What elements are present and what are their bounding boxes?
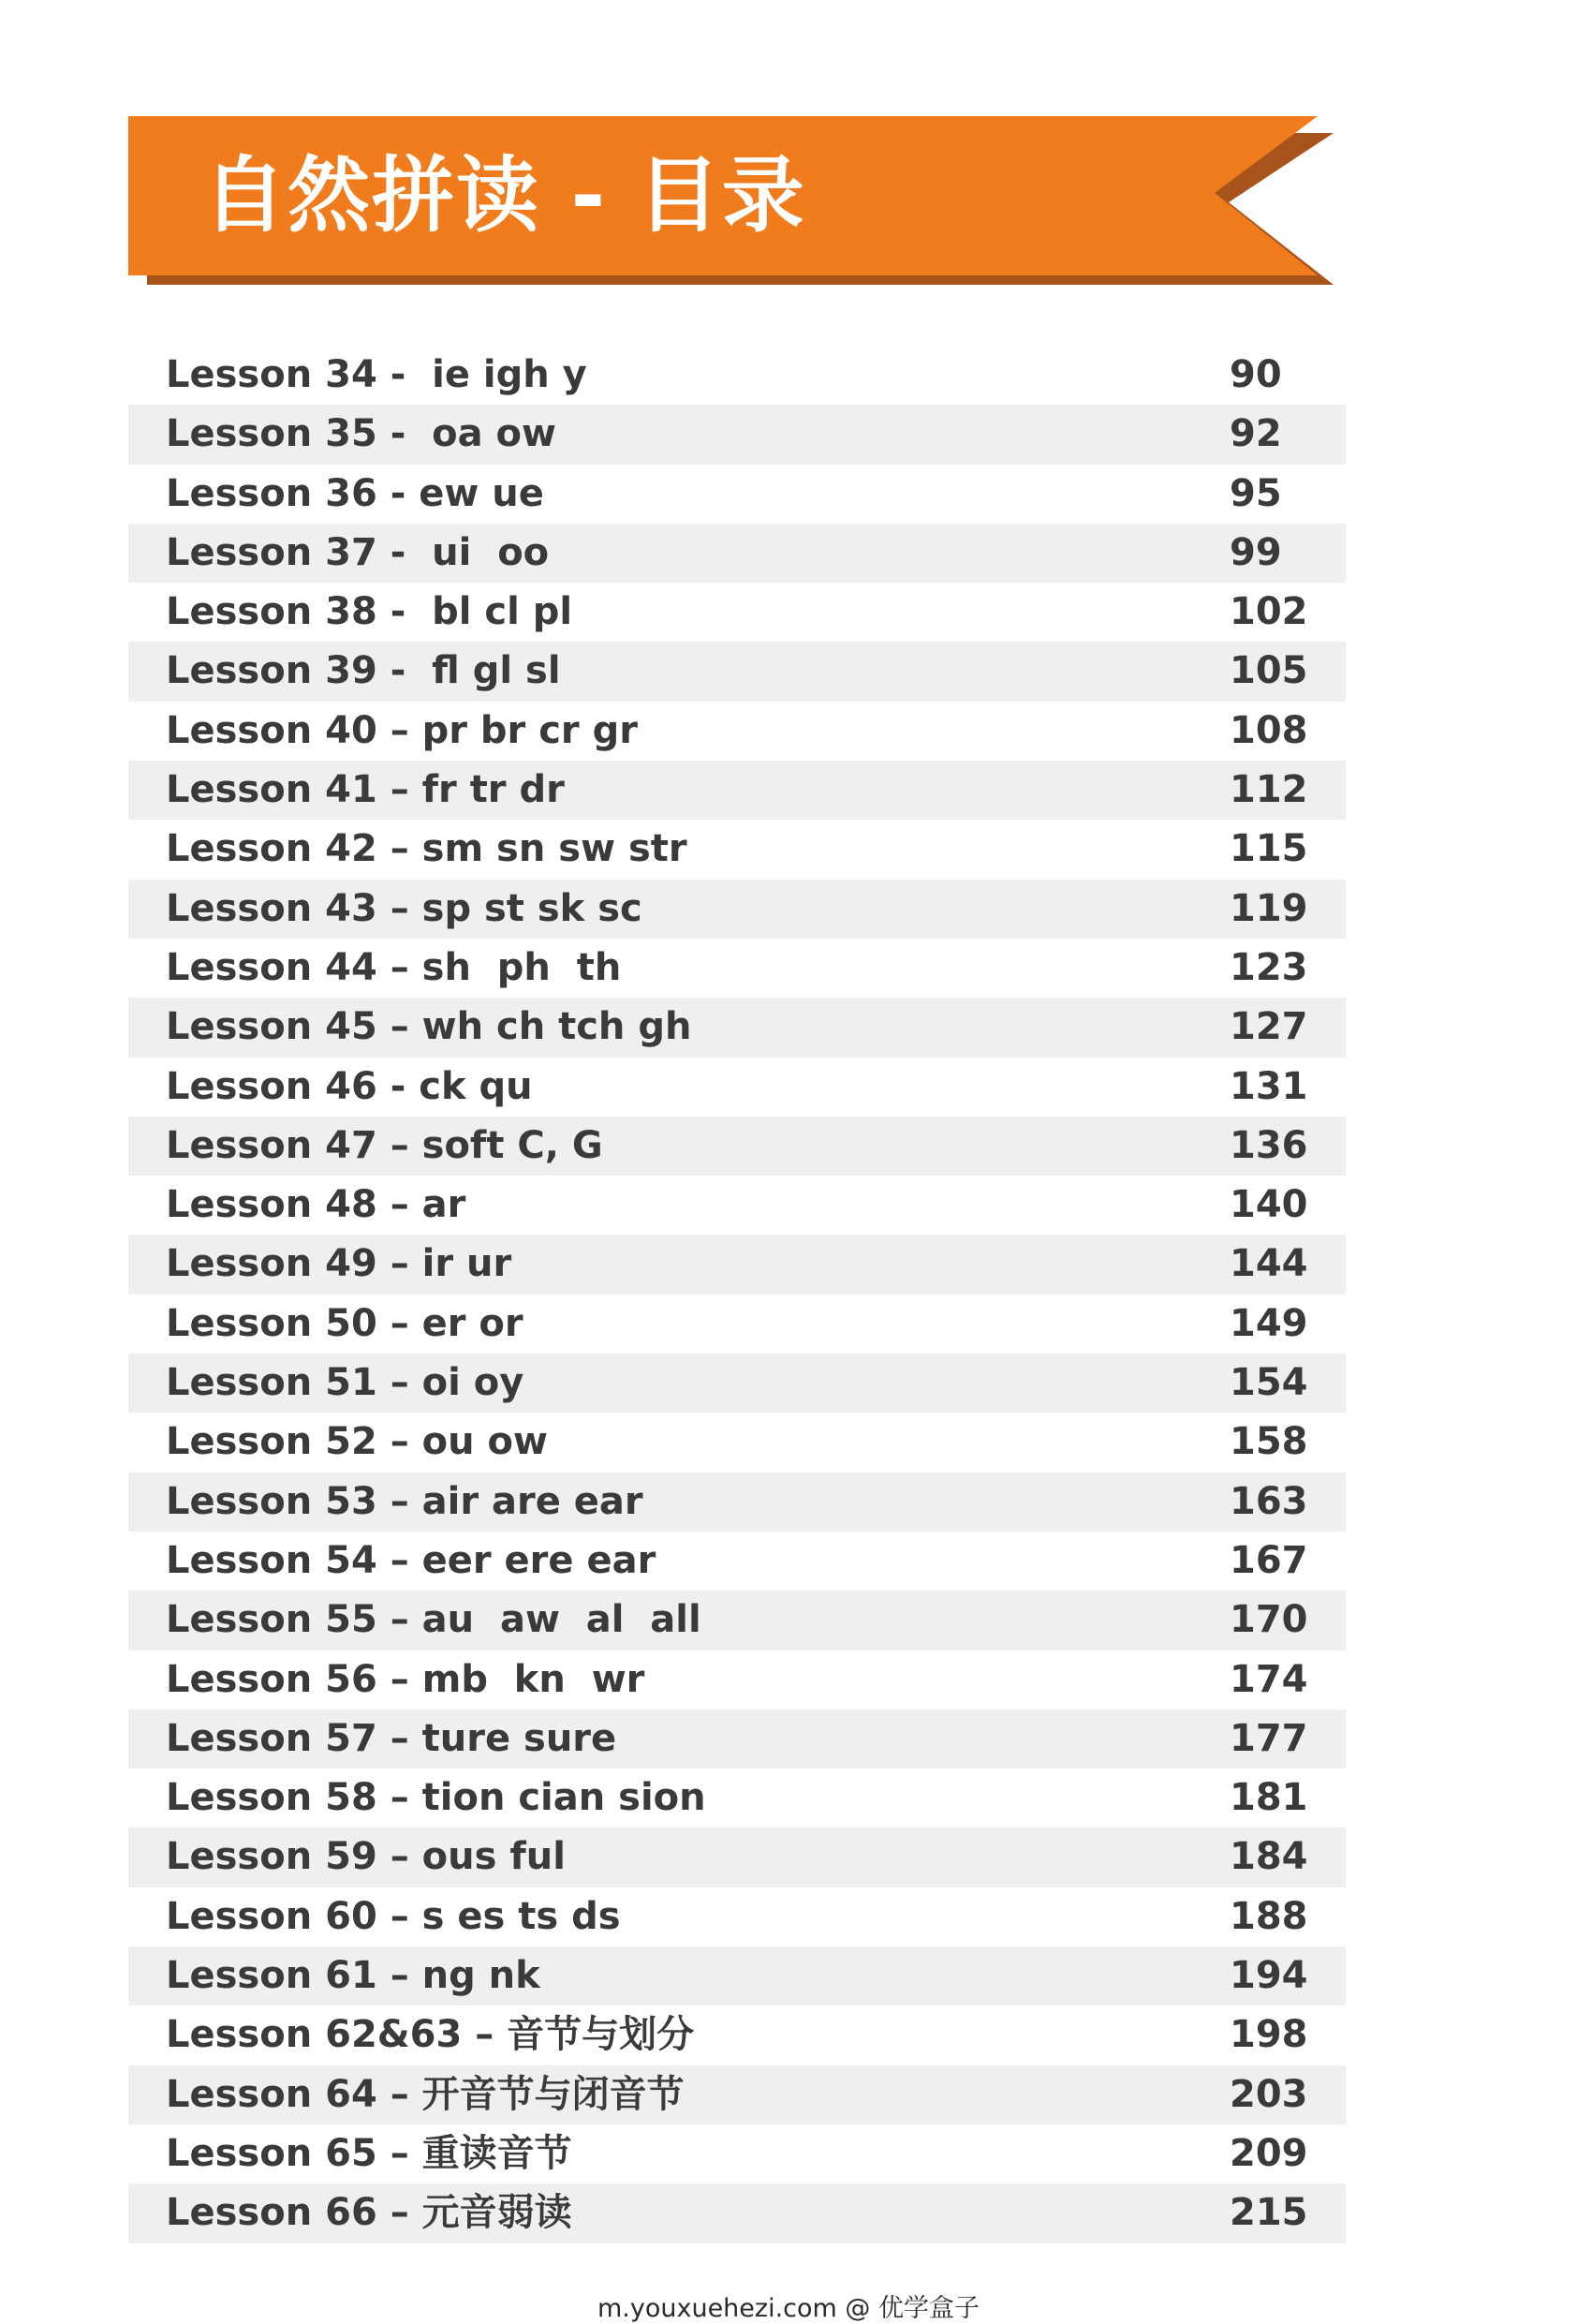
toc-entry-page: 174 bbox=[1230, 1657, 1308, 1701]
toc-entry-title: Lesson 34 - ie igh y bbox=[166, 353, 587, 396]
toc-row[interactable] bbox=[128, 1710, 1346, 1769]
toc-entry-page: 102 bbox=[1230, 590, 1308, 634]
toc-row[interactable] bbox=[128, 1058, 1346, 1117]
toc-entry-title: Lesson 41 – fr tr dr bbox=[166, 768, 565, 812]
toc-entry-page: 177 bbox=[1230, 1716, 1308, 1760]
toc-entry-title: Lesson 36 - ew ue bbox=[166, 471, 544, 515]
toc-row[interactable] bbox=[128, 1947, 1346, 2006]
toc-entry-page: 144 bbox=[1230, 1242, 1308, 1286]
toc-entry-title: Lesson 35 - oa ow bbox=[166, 412, 556, 456]
toc-row[interactable] bbox=[128, 1532, 1346, 1591]
toc-entry-page: 158 bbox=[1230, 1420, 1308, 1464]
toc-row[interactable] bbox=[128, 583, 1346, 642]
toc-entry-title: Lesson 37 - ui oo bbox=[166, 530, 550, 574]
toc-entry-page: 90 bbox=[1230, 353, 1282, 396]
toc-row[interactable] bbox=[128, 2124, 1346, 2183]
toc-row[interactable] bbox=[128, 524, 1346, 583]
toc-entry-title: Lesson 59 – ous ful bbox=[166, 1835, 566, 1879]
page-title: 自然拼读 - 目录 bbox=[203, 147, 806, 244]
toc-row[interactable] bbox=[128, 642, 1346, 701]
toc-entry-title: Lesson 45 – wh ch tch gh bbox=[166, 1005, 692, 1049]
toc-row[interactable] bbox=[128, 405, 1346, 464]
toc-entry-title: Lesson 52 – ou ow bbox=[166, 1420, 548, 1464]
toc-entry-title: Lesson 66 – 元音弱读 bbox=[166, 2191, 572, 2235]
toc-entry-page: 99 bbox=[1230, 530, 1282, 574]
toc-row[interactable] bbox=[128, 346, 1346, 405]
toc-entry-page: 181 bbox=[1230, 1776, 1308, 1820]
toc-entry-page: 95 bbox=[1230, 471, 1282, 515]
toc-entry-title: Lesson 51 – oi oy bbox=[166, 1361, 524, 1405]
toc-row[interactable] bbox=[128, 702, 1346, 761]
footer-watermark: m.youxuehezi.com @ 优学盒子 bbox=[597, 2294, 980, 2323]
toc-entry-title: Lesson 47 – soft C, G bbox=[166, 1123, 603, 1167]
toc-entry-page: 112 bbox=[1230, 768, 1308, 812]
toc-entry-page: 184 bbox=[1230, 1835, 1308, 1879]
toc-entry-title: Lesson 42 – sm sn sw str bbox=[166, 827, 687, 871]
toc-entry-title: Lesson 48 – ar bbox=[166, 1183, 466, 1227]
toc-entry-page: 108 bbox=[1230, 708, 1308, 752]
toc-entry-title: Lesson 62&63 – 音节与划分 bbox=[166, 2013, 695, 2057]
toc-entry-page: 163 bbox=[1230, 1479, 1308, 1523]
toc-row[interactable] bbox=[128, 1473, 1346, 1532]
toc-row[interactable] bbox=[128, 465, 1346, 524]
toc-entry-page: 105 bbox=[1230, 649, 1308, 693]
toc-entry-page: 209 bbox=[1230, 2131, 1308, 2175]
toc-row[interactable] bbox=[128, 1295, 1346, 1354]
toc-entry-title: Lesson 64 – 开音节与闭音节 bbox=[166, 2072, 685, 2116]
toc-row[interactable] bbox=[128, 1354, 1346, 1413]
toc-entry-title: Lesson 39 - fl gl sl bbox=[166, 649, 561, 693]
toc-row[interactable] bbox=[128, 1176, 1346, 1235]
toc-row[interactable] bbox=[128, 820, 1346, 879]
toc-row[interactable] bbox=[128, 1235, 1346, 1294]
toc-row[interactable] bbox=[128, 761, 1346, 820]
toc-entry-page: 188 bbox=[1230, 1894, 1308, 1938]
table-of-contents bbox=[128, 346, 1346, 2243]
toc-entry-title: Lesson 54 – eer ere ear bbox=[166, 1538, 656, 1582]
toc-entry-title: Lesson 61 – ng nk bbox=[166, 1954, 540, 1998]
toc-entry-page: 115 bbox=[1230, 827, 1308, 871]
toc-entry-page: 194 bbox=[1230, 1954, 1308, 1998]
toc-entry-page: 154 bbox=[1230, 1361, 1308, 1405]
toc-row[interactable] bbox=[128, 998, 1346, 1057]
toc-entry-page: 170 bbox=[1230, 1598, 1308, 1642]
toc-entry-title: Lesson 53 – air are ear bbox=[166, 1479, 643, 1523]
toc-row[interactable] bbox=[128, 880, 1346, 939]
toc-entry-title: Lesson 58 – tion cian sion bbox=[166, 1776, 706, 1820]
toc-entry-title: Lesson 55 – au aw al all bbox=[166, 1598, 701, 1642]
toc-entry-page: 123 bbox=[1230, 945, 1308, 989]
toc-entry-title: Lesson 44 – sh ph th bbox=[166, 945, 622, 989]
toc-row[interactable] bbox=[128, 1117, 1346, 1176]
toc-entry-title: Lesson 57 – ture sure bbox=[166, 1716, 617, 1760]
toc-entry-title: Lesson 49 – ir ur bbox=[166, 1242, 512, 1286]
toc-entry-page: 198 bbox=[1230, 2013, 1308, 2057]
toc-entry-title: Lesson 43 – sp st sk sc bbox=[166, 886, 642, 930]
toc-entry-title: Lesson 60 – s es ts ds bbox=[166, 1894, 621, 1938]
toc-row[interactable] bbox=[128, 2183, 1346, 2243]
toc-entry-page: 131 bbox=[1230, 1064, 1308, 1108]
toc-row[interactable] bbox=[128, 1769, 1346, 1828]
toc-row[interactable] bbox=[128, 1828, 1346, 1887]
toc-entry-page: 215 bbox=[1230, 2191, 1308, 2235]
toc-row[interactable] bbox=[128, 1887, 1346, 1947]
toc-entry-title: Lesson 46 - ck qu bbox=[166, 1064, 533, 1108]
toc-row[interactable] bbox=[128, 1650, 1346, 1710]
toc-entry-page: 149 bbox=[1230, 1301, 1308, 1345]
toc-row[interactable] bbox=[128, 1413, 1346, 1472]
toc-entry-title: Lesson 40 – pr br cr gr bbox=[166, 708, 638, 752]
toc-entry-title: Lesson 50 – er or bbox=[166, 1301, 523, 1345]
toc-entry-page: 119 bbox=[1230, 886, 1308, 930]
toc-entry-page: 203 bbox=[1230, 2072, 1308, 2116]
toc-entry-title: Lesson 38 - bl cl pl bbox=[166, 590, 573, 634]
toc-entry-page: 127 bbox=[1230, 1005, 1308, 1049]
toc-entry-page: 92 bbox=[1230, 412, 1282, 456]
toc-row[interactable] bbox=[128, 2006, 1346, 2065]
toc-row[interactable] bbox=[128, 2065, 1346, 2124]
toc-entry-title: Lesson 56 – mb kn wr bbox=[166, 1657, 645, 1701]
toc-row[interactable] bbox=[128, 939, 1346, 998]
toc-entry-page: 136 bbox=[1230, 1123, 1308, 1167]
toc-entry-title: Lesson 65 – 重读音节 bbox=[166, 2131, 572, 2175]
toc-entry-page: 140 bbox=[1230, 1183, 1308, 1227]
toc-entry-page: 167 bbox=[1230, 1538, 1308, 1582]
toc-row[interactable] bbox=[128, 1591, 1346, 1650]
title-banner bbox=[128, 116, 1346, 285]
